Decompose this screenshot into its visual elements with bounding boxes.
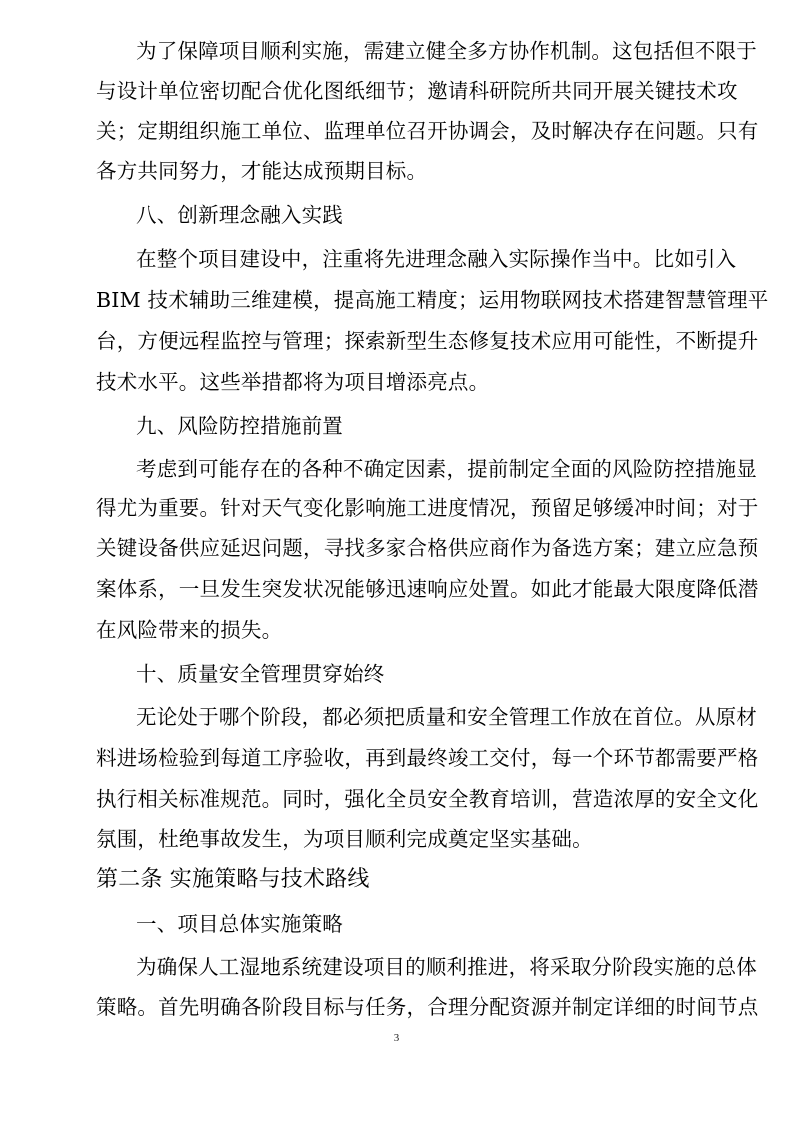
section-heading: 一、项目总体实施策略 [136,912,343,936]
paragraph-line: 关；定期组织施工单位、监理单位召开协调会，及时解决存在问题。只有 [96,119,759,143]
paragraph-line: 在风险带来的损失。 [96,618,283,642]
section-heading: 十、质量安全管理贯穿始终 [136,662,385,686]
paragraph-line: 氛围，杜绝事故发生，为项目顺利完成奠定坚实基础。 [96,827,593,851]
paragraph-line: 台，方便远程监控与管理；探索新型生态修复技术应用可能性，不断提升 [96,329,759,353]
paragraph-line: 得尤为重要。针对天气变化影响施工进度情况，预留足够缓冲时间；对于 [96,496,759,520]
paragraph-line: BIM 技术辅助三维建模，提高施工精度；运用物联网技术搭建智慧管理平 [96,288,769,312]
section-heading: 九、风险防控措施前置 [136,414,343,438]
paragraph-line: 与设计单位密切配合优化图纸细节；邀请科研院所共同开展关键技术攻 [96,79,738,103]
paragraph-line: 在整个项目建设中，注重将先进理念融入实际操作当中。比如引入 [136,247,737,271]
paragraph-line: 为确保人工湿地系统建设项目的顺利推进，将采取分阶段实施的总体 [136,955,757,979]
paragraph-line: 执行相关标准规范。同时，强化全员安全教育培训，营造浓厚的安全文化 [96,787,759,811]
paragraph-line: 料进场检验到每道工序验收，再到最终竣工交付，每一个环节都需要严格 [96,746,759,770]
section-heading: 八、创新理念融入实践 [136,203,343,227]
paragraph-line: 关键设备供应延迟问题，寻找多家合格供应商作为备选方案；建立应急预 [96,536,759,560]
paragraph-line: 为了保障项目顺利实施，需建立健全多方协作机制。这包括但不限于 [136,39,757,63]
paragraph-line: 各方共同努力，才能达成预期目标。 [96,159,428,183]
paragraph-line: 策略。首先明确各阶段目标与任务，合理分配资源并制定详细的时间节点 [96,995,759,1019]
paragraph-line: 案体系，一旦发生突发状况能够迅速响应处置。如此才能最大限度降低潜 [96,577,759,601]
page-number: 3 [393,1032,400,1044]
paragraph-line: 技术水平。这些举措都将为项目增添亮点。 [96,370,490,394]
article-heading: 第二条 实施策略与技术路线 [96,867,370,892]
paragraph-line: 无论处于哪个阶段，都必须把质量和安全管理工作放在首位。从原材 [136,705,757,729]
paragraph-line: 考虑到可能存在的各种不确定因素，提前制定全面的风险防控措施显 [136,457,757,481]
